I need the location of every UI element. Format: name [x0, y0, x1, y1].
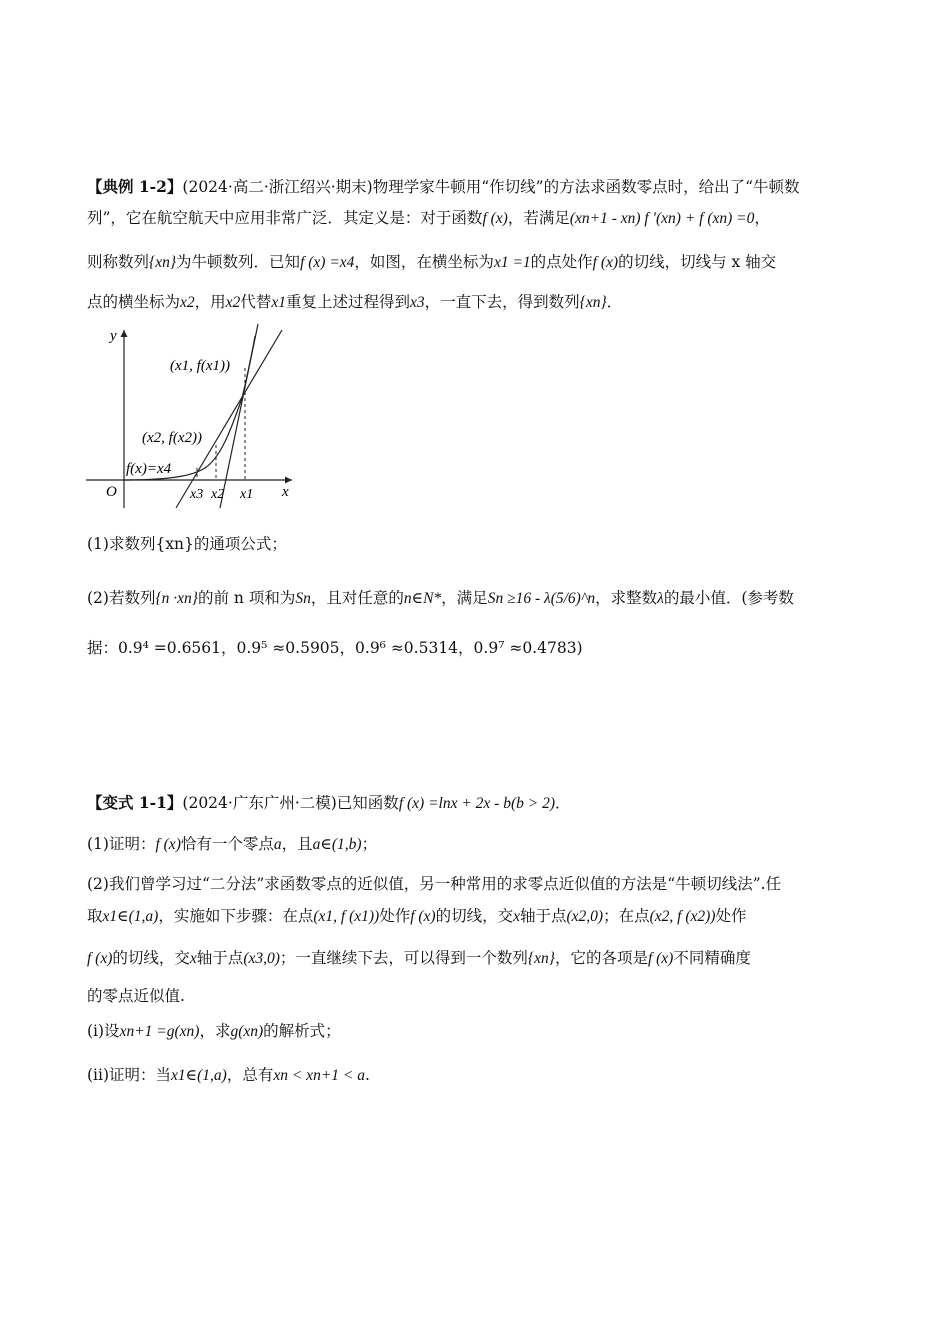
- variant-question-2-line-1: (2)我们曾学习过“二分法”求函数零点的近似值，另一种常用的求零点近似值的方法是“牛顿切线法”.任: [87, 875, 782, 893]
- example-intro-text: (2024·高二·浙江绍兴·期末)物理学家牛顿用“作切线”的方法求函数零点时，给出了“牛顿数: [182, 178, 800, 196]
- variant-text: 轴于点: [196, 949, 244, 967]
- math-x1-value: x1 =1: [493, 254, 531, 271]
- example-text: (2)若数列: [87, 589, 156, 607]
- variant-text: 处作: [379, 907, 411, 925]
- math-point-2: (x2, f (x2)): [649, 908, 716, 925]
- variant-text: ；一直继续下去，可以得到一个数列: [279, 949, 528, 967]
- math-x1-range: x1∈(1,a): [102, 908, 159, 925]
- newton-tangent-figure: [80, 318, 310, 518]
- example-text: 列”，它在航空航天中应用非常广泛．其定义是：对于函数: [87, 209, 483, 227]
- variant-text: 取: [87, 907, 103, 925]
- example-text: 重复上述过程得到: [285, 293, 410, 311]
- math-seq-xn: {xn}: [579, 294, 607, 311]
- example-line-2: [87, 207, 770, 230]
- variant-text: (i)设: [87, 1022, 120, 1040]
- example-text: 则称数列: [87, 253, 150, 271]
- variant-text: (2024·广东广州·二模)已知函数: [182, 794, 399, 812]
- example-text: ，且对任意的: [310, 589, 404, 607]
- variant-question-1: [87, 833, 377, 856]
- x-axis-label: x: [282, 484, 289, 500]
- variant-text: 不同精确度: [673, 949, 751, 967]
- variant-text: ．: [555, 794, 571, 812]
- example-text: ．: [606, 293, 623, 311]
- math-seq-xn: {xn}: [149, 254, 177, 271]
- variant-text: ，总有: [226, 1066, 274, 1084]
- math-fx: f (x): [87, 950, 113, 967]
- example-text: 为牛顿数列．已知: [176, 253, 301, 271]
- math-fx: f (x): [410, 908, 436, 925]
- y-axis-label: y: [110, 328, 117, 344]
- math-seq-nxn: {n ·xn}: [155, 590, 198, 607]
- math-fx: f (x): [592, 254, 619, 271]
- example-text: 点的横坐标为: [87, 293, 181, 311]
- variant-text: ；: [361, 835, 378, 853]
- variant-text: 恰有一个零点: [180, 835, 274, 853]
- math-x2: x2: [180, 294, 195, 311]
- variant-text: ；在点: [603, 907, 650, 925]
- example-text: ，如图，在横坐标为: [354, 253, 494, 271]
- point1-label: (x1, f(x1)): [170, 358, 230, 374]
- variant-text: 的解析式；: [263, 1022, 341, 1040]
- example-text: ，用: [194, 293, 226, 311]
- math-x2: x2: [225, 294, 241, 311]
- example-text: ，满足: [441, 589, 488, 607]
- math-fx: f (x): [155, 836, 181, 853]
- variant-line-1: [87, 792, 571, 815]
- variant-text: 的切线，交: [435, 907, 514, 925]
- point2-label: (x2, f(x2)): [142, 430, 202, 446]
- math-point-1: (x1, f (x1)): [313, 908, 380, 925]
- tick-label-x2: x2: [211, 487, 225, 502]
- variant-text: ，实施如下步骤：在点: [158, 907, 314, 925]
- example-line-1: [87, 176, 800, 198]
- variant-question-2-line-3: [87, 947, 751, 970]
- example-text: ，: [754, 209, 770, 227]
- variant-text: ，它的各项是: [554, 949, 648, 967]
- math-point-x3: (x3,0): [243, 950, 280, 967]
- math-Sn: Sn: [295, 590, 311, 607]
- variant-text: 处作: [715, 907, 747, 925]
- math-x3: x3: [409, 294, 425, 311]
- math-g-xn: g(xn): [230, 1023, 264, 1040]
- variant-question-2-line-2: [87, 905, 746, 928]
- variant-text: 轴于点: [520, 907, 567, 925]
- variant-text: ，求: [199, 1022, 231, 1040]
- example-text: ，若满足: [507, 209, 570, 227]
- tangent-line-2: [176, 330, 282, 508]
- math-lambda: λ: [657, 590, 664, 607]
- math-a-range: a∈(1,b): [312, 836, 362, 853]
- example-tag: 【典例 1-2】: [87, 177, 183, 196]
- math-inequality: Sn ≥16 - λ(5/6)^n: [487, 590, 596, 607]
- variant-text: ，且: [281, 835, 313, 853]
- math-inequality: xn < xn+1 < a: [273, 1067, 365, 1084]
- example-text: 的最小值．(参考数: [663, 589, 794, 607]
- math-fx: f (x): [482, 210, 508, 227]
- example-line-4: [87, 291, 622, 314]
- variant-text: (1)证明：: [87, 835, 156, 853]
- math-x: x: [189, 950, 197, 967]
- example-text: 的切线，切线与 x 轴交: [618, 253, 777, 271]
- math-point-x2: (x2,0): [566, 908, 604, 925]
- example-text: 代替: [240, 293, 272, 311]
- example-text: ，一直下去，得到数列: [424, 293, 580, 311]
- math-x1-range: x1∈(1,a): [171, 1067, 227, 1084]
- variant-question-2-i: [87, 1020, 341, 1043]
- variant-text: 的切线，交: [112, 949, 190, 967]
- example-question-1: (1)求数列{xn}的通项公式；: [87, 535, 287, 553]
- example-text: 的前 n 项和为: [198, 589, 296, 607]
- variant-text: .: [364, 1066, 370, 1084]
- example-line-3: [87, 251, 776, 274]
- example-question-2-line-2: 据：0.9⁴ =0.6561，0.9⁵ ≈0.5905，0.9⁶ ≈0.5314，0.9⁷ ≈0.4783): [87, 639, 583, 657]
- origin-label: O: [106, 484, 117, 500]
- math-x1: x1: [271, 294, 286, 311]
- math-a: a: [273, 836, 282, 853]
- math-function-def: f (x) =lnx + 2x - b(b > 2): [398, 795, 556, 812]
- example-question-2-line-1: [87, 587, 794, 610]
- curve-label: f(x)=x4: [126, 461, 172, 477]
- math-function-def: f (x) =x4: [300, 254, 355, 271]
- variant-tag: 【变式 1-1】: [87, 793, 183, 812]
- math-n-in-N: n∈N*: [403, 590, 442, 607]
- math-fx: f (x): [647, 950, 674, 967]
- newton-sequence-condition: (xn+1 - xn) f ′(xn) + f (xn) =0: [569, 210, 755, 227]
- variant-question-2-ii: [87, 1064, 370, 1087]
- math-seq-xn: {xn}: [527, 950, 555, 967]
- math-x: x: [513, 908, 520, 925]
- tick-label-x3: x3: [190, 487, 204, 502]
- variant-question-2-line-4: 的零点近似值.: [87, 987, 185, 1005]
- math-recurrence: xn+1 =g(xn): [119, 1023, 200, 1040]
- tick-label-x1: x1: [240, 487, 254, 502]
- variant-text: (ii)证明：当: [87, 1066, 172, 1084]
- example-text: ，求整数: [595, 589, 658, 607]
- example-text: 的点处作: [530, 253, 593, 271]
